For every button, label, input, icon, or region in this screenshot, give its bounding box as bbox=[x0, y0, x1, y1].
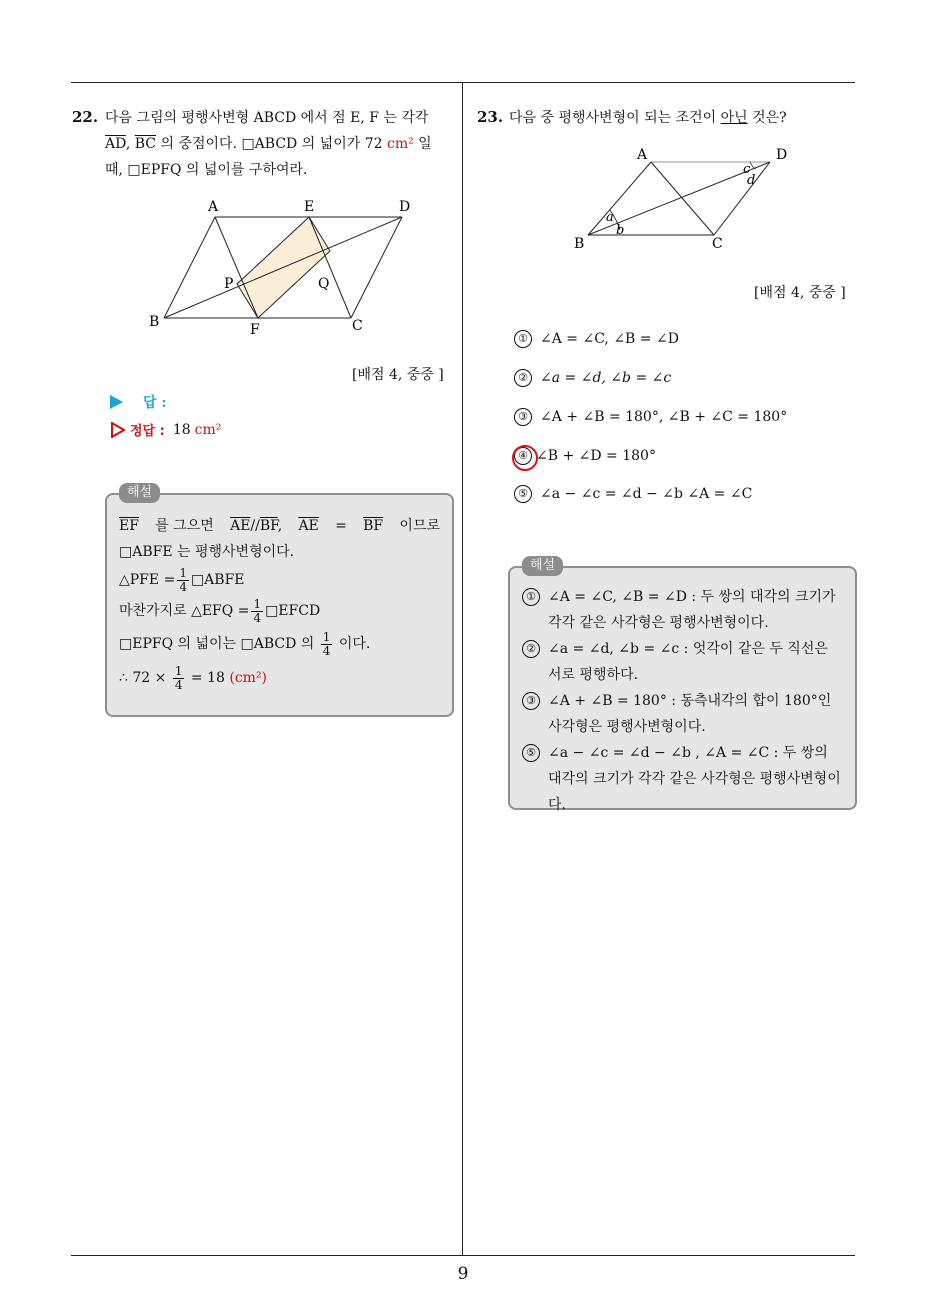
label-a: A bbox=[637, 147, 648, 163]
segment-ef: $\overline{EF}$ bbox=[119, 518, 139, 534]
line-af bbox=[215, 217, 258, 318]
label-q: Q bbox=[318, 276, 330, 292]
q22-line2: $\overline{AD}$, $\overline{BC}$ 의 중점이다. □ABCD 의 넓이가 72 cm² 일 bbox=[105, 136, 432, 152]
expl22-l3b: □ABFE bbox=[190, 572, 245, 588]
expl22-line3 bbox=[119, 565, 440, 595]
line-ec bbox=[309, 217, 351, 318]
segment-ae: $\overline{AE}$ bbox=[230, 518, 251, 534]
q22-score: [배점 4, 중중 ] bbox=[352, 367, 444, 383]
label-b: B bbox=[574, 236, 585, 252]
q22-line1: 다음 그림의 평행사변형 ABCD 에서 점 E, F 는 각각 bbox=[105, 110, 429, 126]
frac-den: 4 bbox=[179, 579, 187, 594]
segment-bc: $\overline{BC}$ bbox=[134, 136, 157, 152]
expl23-item-1-text: ∠A = ∠C, ∠B = ∠D : 두 쌍의 대각의 크기가 각각 같은 사각형은 평행사변형이다. bbox=[548, 589, 836, 631]
label-p: P bbox=[224, 276, 234, 292]
q22-text bbox=[105, 105, 455, 183]
label-c: C bbox=[712, 236, 723, 252]
expl23-item-5 bbox=[522, 740, 843, 818]
expl23-item-3 bbox=[522, 688, 843, 740]
expl23-item-2 bbox=[522, 636, 843, 688]
parallel-sign: // bbox=[250, 518, 260, 534]
label-angle-c: c bbox=[743, 162, 751, 177]
expl23-item-1-number: ① bbox=[522, 588, 540, 606]
frac-den: 4 bbox=[253, 610, 262, 625]
expl22-l1-end: 이므로 bbox=[399, 518, 440, 534]
expl22-line1 bbox=[119, 513, 440, 539]
choice-3-number: ③ bbox=[514, 408, 532, 426]
hollow-arrow-icon bbox=[110, 422, 126, 438]
choice-3[interactable] bbox=[514, 408, 787, 426]
label-angle-d: d bbox=[747, 173, 756, 188]
label-angle-b: b bbox=[616, 223, 625, 238]
expl22-line2: □ABFE 는 평행사변형이다. bbox=[119, 544, 295, 560]
expl22-l6a: ∴ 72 × bbox=[119, 670, 167, 686]
q23-text bbox=[509, 105, 849, 131]
choice-1[interactable] bbox=[514, 330, 679, 348]
q23-number: 23. bbox=[477, 108, 504, 126]
label-d: D bbox=[776, 147, 788, 163]
frac-num: 1 bbox=[174, 663, 183, 678]
q22-line3: 때, □EPFQ 의 넓이를 구하여라. bbox=[105, 162, 308, 178]
choice-5-number: ⑤ bbox=[514, 485, 532, 503]
equals-sign: = bbox=[335, 518, 347, 534]
expl22-line6 bbox=[119, 661, 440, 695]
frac-den: 4 bbox=[174, 677, 183, 692]
frac-num: 1 bbox=[179, 565, 187, 580]
choice-4-number bbox=[514, 447, 532, 465]
choice-2-number: ② bbox=[514, 369, 532, 387]
label-c: C bbox=[352, 318, 363, 334]
choice-5-text: ∠a − ∠c = ∠d − ∠b ∠A = ∠C bbox=[540, 486, 753, 502]
choice-4[interactable] bbox=[514, 447, 656, 465]
expl22-l5a: □EPFQ 의 넓이는 □ABCD 의 bbox=[119, 636, 315, 652]
segment-bf-2: $\overline{BF}$ bbox=[363, 518, 384, 534]
fraction-one-quarter bbox=[173, 665, 185, 692]
choice-1-number: ① bbox=[514, 330, 532, 348]
choice-3-text: ∠A + ∠B = 180°, ∠B + ∠C = 180° bbox=[540, 409, 788, 425]
expl23-item-2-number: ② bbox=[522, 640, 540, 658]
label-d: D bbox=[399, 199, 411, 215]
fraction-one-quarter bbox=[177, 567, 189, 594]
label-f: F bbox=[250, 322, 260, 338]
q23-text-emphasis: 아닌 bbox=[720, 110, 748, 126]
segment-ad: $\overline{AD}$ bbox=[105, 136, 126, 152]
expl23-item-5-number: ⑤ bbox=[522, 744, 540, 762]
frac-num: 1 bbox=[322, 629, 331, 644]
top-rule bbox=[71, 82, 855, 83]
expl22-unit: (cm²) bbox=[229, 670, 268, 686]
q23-score: [배점 4, 중중 ] bbox=[754, 285, 846, 301]
bottom-rule bbox=[71, 1255, 855, 1256]
label-e: E bbox=[304, 199, 315, 215]
choice-4-number-text: ④ bbox=[518, 449, 528, 462]
q22-line2-end: 일 bbox=[418, 136, 432, 152]
choice-2-text: ∠a = ∠d, ∠b = ∠c bbox=[540, 370, 672, 386]
q22-line2-mid: 의 중점이다. □ABCD 의 넓이가 72 bbox=[160, 136, 383, 152]
label-b: B bbox=[149, 314, 160, 330]
q23-explanation-box bbox=[508, 566, 857, 813]
choice-1-text: ∠A = ∠C, ∠B = ∠D bbox=[540, 331, 679, 347]
q23-text-a: 다음 중 평행사변형이 되는 조건이 bbox=[509, 110, 717, 126]
q22-correct-row bbox=[110, 420, 221, 439]
frac-den: 4 bbox=[322, 643, 331, 658]
expl22-l4b: □EFCD bbox=[265, 603, 321, 619]
q22-unit: cm² bbox=[386, 136, 414, 152]
expl22-parallel: $\overline{AE}//\overline{BF}$, bbox=[230, 518, 283, 534]
correct-value: 18 bbox=[172, 421, 191, 438]
line-bd bbox=[164, 217, 402, 318]
expl22-l1-text: 를 그으면 bbox=[155, 518, 214, 534]
expl23-item-5-text: ∠a − ∠c = ∠d − ∠b , ∠A = ∠C : 두 쌍의 대각의 크기가 각각 같은 사각형은 평행사변형이다. bbox=[548, 745, 841, 813]
expl23-item-1 bbox=[522, 584, 843, 636]
selected-answer-mark bbox=[512, 445, 538, 471]
q22-answer-row bbox=[110, 392, 171, 412]
q22-figure bbox=[140, 192, 430, 342]
label-a: A bbox=[208, 199, 219, 215]
frac-num: 1 bbox=[253, 596, 262, 611]
edge-ab bbox=[164, 217, 215, 318]
expl23-item-3-number: ③ bbox=[522, 692, 540, 710]
expl22-line5 bbox=[119, 627, 440, 661]
choice-5[interactable] bbox=[514, 485, 752, 503]
expl22-l5b: 이다. bbox=[338, 636, 371, 652]
arrow-icon bbox=[110, 395, 123, 409]
column-divider bbox=[462, 82, 463, 1256]
expl22-l6b: = 18 bbox=[190, 670, 225, 686]
expl23-item-3-text: ∠A + ∠B = 180° : 동측내각의 합이 180°인 사각형은 평행사변형이다. bbox=[548, 693, 832, 735]
fraction-one-quarter bbox=[251, 598, 263, 625]
expl22-l4a: 마찬가지로 △EFQ = bbox=[119, 603, 250, 619]
expl22-line4 bbox=[119, 595, 440, 627]
label-angle-a: a bbox=[606, 210, 614, 225]
edge-dc bbox=[351, 217, 402, 318]
segment-bf: $\overline{BF}$ bbox=[259, 518, 278, 534]
fraction-one-quarter bbox=[321, 631, 333, 658]
expl23-item-2-text: ∠a = ∠d, ∠b = ∠c : 엇각이 같은 두 직선은 서로 평행하다. bbox=[548, 641, 828, 683]
choice-4-text: ∠B + ∠D = 180° bbox=[536, 448, 656, 464]
choice-2[interactable] bbox=[514, 369, 671, 387]
q23-figure bbox=[570, 142, 800, 254]
diagonal-ac bbox=[651, 162, 714, 235]
q23-text-b: 것은? bbox=[752, 110, 787, 126]
page-number: 9 bbox=[457, 1264, 469, 1284]
answer-label: 답 : bbox=[143, 395, 167, 411]
expl22-l3a: △PFE = bbox=[119, 572, 176, 588]
q22-explanation-box bbox=[105, 493, 454, 717]
segment-ae-2: $\overline{AE}$ bbox=[298, 518, 319, 534]
q22-number: 22. bbox=[72, 108, 99, 126]
q22-explanation-tag: 해설 bbox=[119, 483, 160, 503]
q23-explanation-tag: 해설 bbox=[522, 556, 563, 576]
correct-unit: cm² bbox=[194, 421, 222, 438]
correct-label: 정답 : bbox=[130, 424, 165, 439]
